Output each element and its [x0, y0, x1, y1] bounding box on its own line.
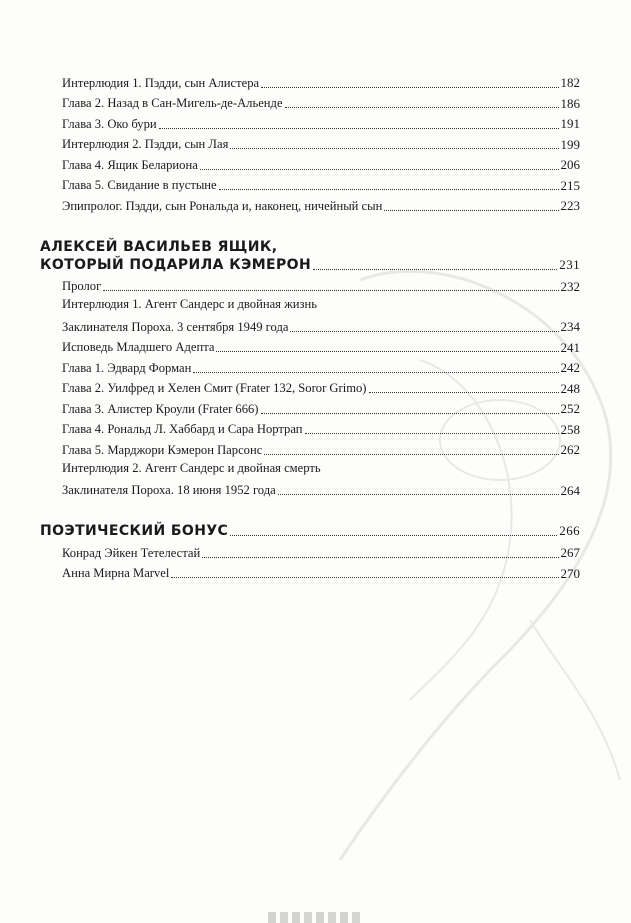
- dot-leader: [103, 290, 558, 291]
- toc-entry[interactable]: [62, 396, 580, 417]
- toc-entry-label-line1: Интерлюдия 2. Агент Сандерс и двойная смерть: [62, 460, 321, 475]
- toc-entry[interactable]: [62, 417, 580, 438]
- dot-leader: [230, 535, 557, 536]
- toc-entry[interactable]: [62, 132, 580, 153]
- dot-leader: [216, 351, 558, 352]
- toc-entry-page: 242: [560, 360, 580, 376]
- toc-entry-label: Глава 4. Ящик Белариона: [62, 157, 198, 172]
- toc-entry-label: Интерлюдия 2. Пэдди, сын Лая: [62, 137, 229, 152]
- section-title[interactable]: [40, 238, 580, 274]
- dot-leader: [384, 210, 558, 211]
- dot-leader: [219, 189, 559, 190]
- dot-leader: [200, 169, 559, 170]
- dot-leader: [202, 557, 558, 558]
- toc-entry-label-line2: Заклинателя Пороха. 3 сентября 1949 года: [62, 319, 289, 334]
- toc-entry-page: 258: [560, 421, 580, 437]
- toc-entry-page: 234: [560, 319, 580, 335]
- toc-entry-page: 262: [560, 442, 580, 458]
- toc-entry-page: 182: [560, 75, 580, 91]
- toc-entry-page: 241: [560, 339, 580, 355]
- toc-entry-page: 232: [560, 278, 580, 294]
- toc-entry-label: Исповедь Младшего Адепта: [62, 340, 215, 355]
- dot-leader: [261, 87, 558, 88]
- dot-leader: [171, 577, 558, 578]
- toc-entry-page: 223: [560, 198, 580, 214]
- toc-entry[interactable]: [62, 458, 580, 499]
- toc-entry-page: 252: [560, 401, 580, 417]
- toc-entry-label: Эпипролог. Пэдди, сын Рональда и, наконец, ничейный сын: [62, 198, 383, 213]
- toc-entry-page: 199: [560, 136, 580, 152]
- toc-entry-page: 270: [560, 565, 580, 581]
- dot-leader: [261, 413, 559, 414]
- toc-entry[interactable]: [62, 376, 580, 397]
- toc-entry[interactable]: [62, 437, 580, 458]
- toc-entry-label: Глава 4. Рональд Л. Хаббард и Сара Нортрап: [62, 422, 303, 437]
- toc-entry-label-line1: Интерлюдия 1. Агент Сандерс и двойная жизнь: [62, 297, 317, 311]
- toc-entry-page: 191: [560, 116, 580, 132]
- toc-entry-label: Глава 5. Свидание в пустыне: [62, 178, 217, 193]
- toc-entry[interactable]: [62, 274, 580, 295]
- toc-entry[interactable]: [62, 540, 580, 561]
- dot-leader: [193, 372, 558, 373]
- toc-entry-label: Глава 3. Око бури: [62, 116, 157, 131]
- dot-leader: [230, 148, 558, 149]
- toc-entry[interactable]: [62, 335, 580, 356]
- toc-entry[interactable]: [62, 561, 580, 582]
- dot-leader: [369, 392, 559, 393]
- toc-entry-label: Конрад Эйкен Тетелестай: [62, 545, 201, 560]
- section-cameron-box: [40, 238, 580, 499]
- section-title-text: ПОЭТИЧЕСКИЙ БОНУС: [40, 523, 229, 539]
- section-title-line1: АЛЕКСЕЙ ВАСИЛЬЕВ ЯЩИК,: [40, 238, 278, 255]
- dot-leader: [264, 454, 558, 455]
- toc-entry-label: Интерлюдия 1. Пэдди, сын Алистера: [62, 75, 260, 90]
- toc-entry[interactable]: [62, 355, 580, 376]
- footer-decoration: [268, 912, 363, 923]
- section-title-line2: КОТОРЫЙ ПОДАРИЛА КЭМЕРОН: [40, 256, 312, 273]
- toc-entry-label: Глава 2. Назад в Сан-Мигель-де-Альенде: [62, 96, 283, 111]
- toc-entry[interactable]: [62, 70, 580, 91]
- section-page: 266: [559, 523, 580, 538]
- toc-entry-page: 267: [560, 545, 580, 561]
- dot-leader: [278, 494, 559, 495]
- table-of-contents: [40, 70, 580, 581]
- section-page: 231: [559, 256, 580, 272]
- toc-entry-label: Анна Мирна Marvel: [62, 566, 170, 581]
- toc-entry-page: 248: [560, 380, 580, 396]
- toc-entry[interactable]: [62, 193, 580, 214]
- toc-entry[interactable]: [62, 111, 580, 132]
- toc-entry[interactable]: [62, 294, 580, 335]
- toc-entry-page: 206: [560, 157, 580, 173]
- toc-entry-label-line2: Заклинателя Пороха. 18 июня 1952 года: [62, 483, 276, 498]
- dot-leader: [159, 128, 559, 129]
- dot-leader: [290, 331, 558, 332]
- toc-entry-page: 264: [560, 482, 580, 498]
- toc-entry-label: Пролог: [62, 279, 102, 294]
- toc-entry-page: 186: [560, 95, 580, 111]
- toc-entry-label: Глава 2. Уилфред и Хелен Смит (Frater 132, Soror Grimo): [62, 381, 367, 396]
- toc-entry-label: Глава 5. Марджори Кэмерон Парсонс: [62, 442, 263, 457]
- dot-leader: [285, 107, 559, 108]
- toc-entry[interactable]: [62, 152, 580, 173]
- section-title[interactable]: [40, 522, 580, 540]
- dot-leader: [313, 269, 557, 270]
- toc-entry[interactable]: [62, 91, 580, 112]
- part1-entries: [40, 70, 580, 214]
- toc-entry[interactable]: [62, 173, 580, 194]
- toc-entry-label: Глава 3. Алистер Кроули (Frater 666): [62, 401, 259, 416]
- dot-leader: [305, 433, 559, 434]
- section-poetic-bonus: [40, 522, 580, 581]
- toc-entry-page: 215: [560, 177, 580, 193]
- toc-entry-label: Глава 1. Эдвард Форман: [62, 360, 192, 375]
